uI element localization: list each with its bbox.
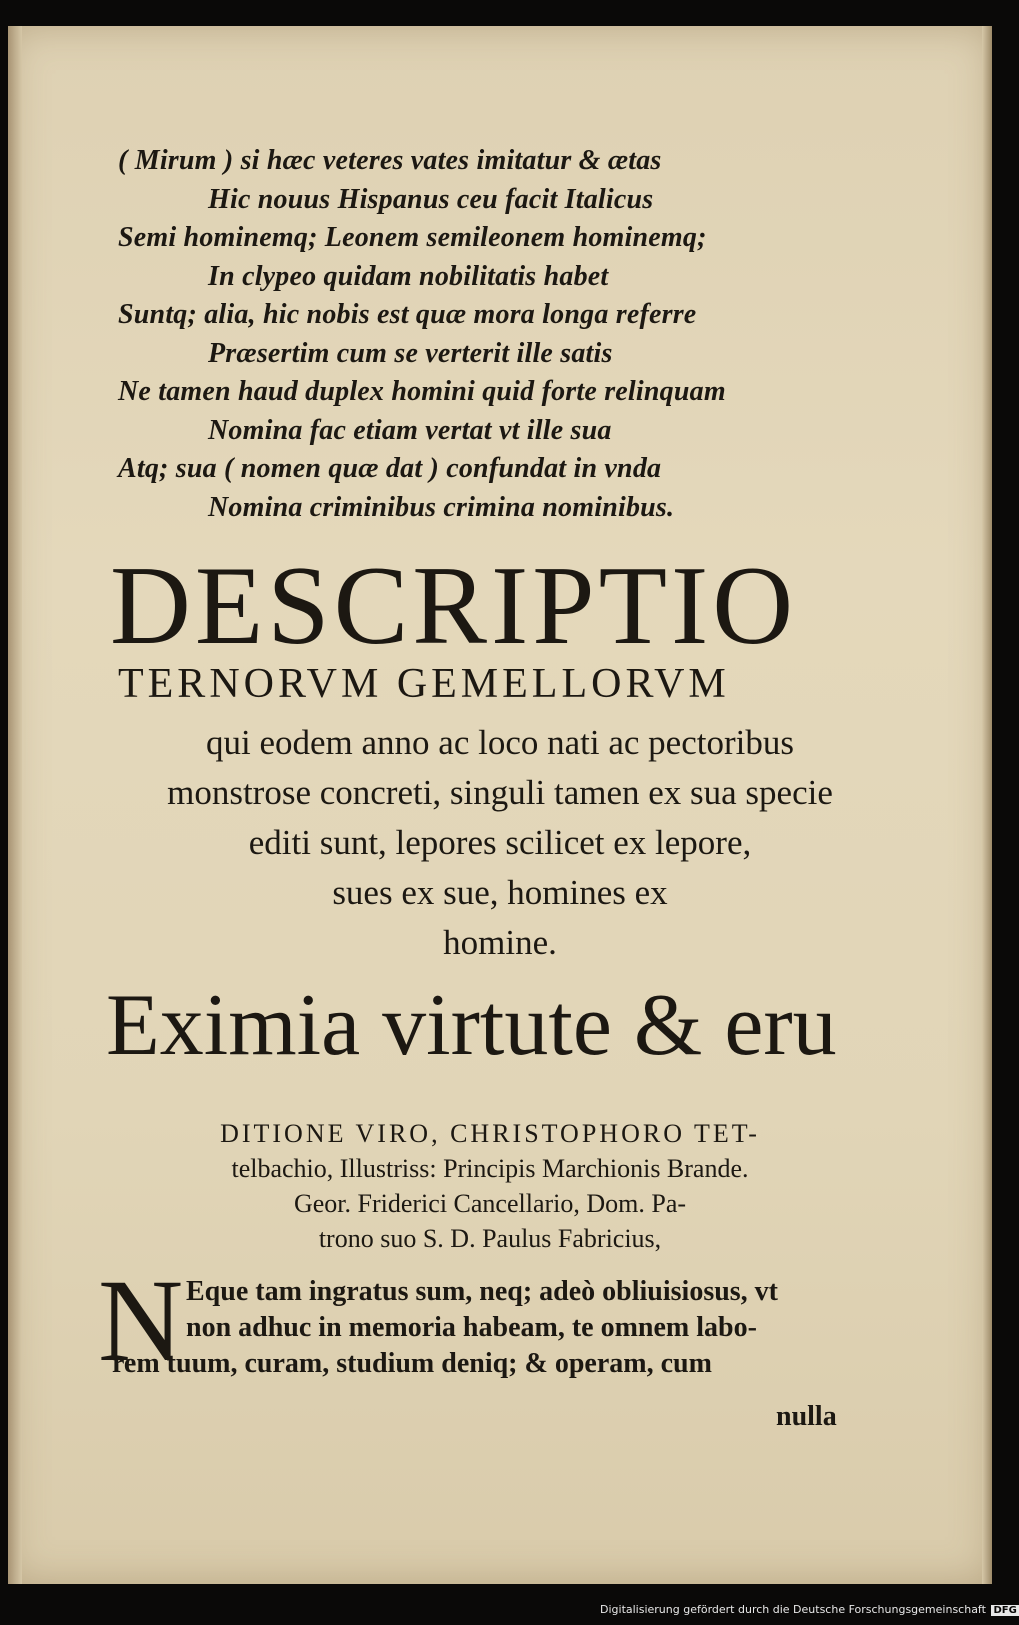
verse-line: Nomina criminibus crimina nominibus. [208,491,675,523]
verse-line: Suntq; alia, hic nobis est quæ mora longa referre [118,299,697,330]
description-line: sues ex sue, homines ex [332,873,668,912]
footer-text: Digitalisierung gefördert durch die Deutsche Forschungsgemeinschaft [600,1603,986,1616]
verse-line: In clypeo quidam nobilitatis habet [208,260,609,292]
body-line: Eque tam ingratus sum, neq; adeò obliuisiosus, vt [186,1276,779,1307]
verse-block [118,142,878,527]
dedication-line: DITIONE VIRO, CHRISTOPHORO TET- [220,1119,760,1148]
verse-line: Nomina fac etiam vertat vt ille sua [208,414,612,446]
dedication-heading: Eximia virtute & eru [106,977,837,1074]
body-paragraph [112,1274,866,1382]
dfg-logo: DFG [993,1605,1017,1616]
verse-line: Semi hominemq; Leonem semileonem hominemq; [118,222,707,253]
page-gutter-shadow [8,26,22,1584]
title-description [110,718,890,968]
verse-line: Ne tamen haud duplex homini quid forte relinquam [118,376,726,407]
page-edge-shadow [982,26,992,1584]
catchword: nulla [776,1401,837,1432]
digitization-footer [600,1603,1019,1616]
verse-line: ( Mirum ) si hæc veteres vates imitatur & ætas [118,145,662,176]
body-line: rem tuum, curam, studium deniq; & operam, cum [112,1348,712,1379]
verse-line: Hic nouus Hispanus ceu facit Italicus [208,183,654,215]
body-line: non adhuc in memoria habeam, te omnem labo- [186,1312,757,1343]
dedication-line: Geor. Friderici Cancellario, Dom. Pa- [293,1189,687,1218]
section-subtitle: TERNORVM GEMELLORVM [118,661,730,707]
description-line: monstrose concreti, singuli tamen ex sua specie [167,773,833,812]
dedication-line: trono suo S. D. Paulus Fabricius, [318,1224,662,1253]
description-line: homine. [443,923,557,962]
verse-line: Atq; sua ( nomen quæ dat ) confundat in vnda [118,453,662,484]
dedication-line: telbachio, Illustriss: Principis Marchionis Brande. [231,1154,749,1183]
dedication-address [100,1116,880,1256]
description-line: editi sunt, lepores scilicet ex lepore, [248,823,752,862]
verse-line: Præsertim cum se verterit ille satis [208,337,613,369]
section-title: DESCRIPTIO [110,544,798,668]
description-line: qui eodem anno ac loco nati ac pectoribus [206,723,794,762]
drop-cap-initial: N [98,1255,184,1386]
